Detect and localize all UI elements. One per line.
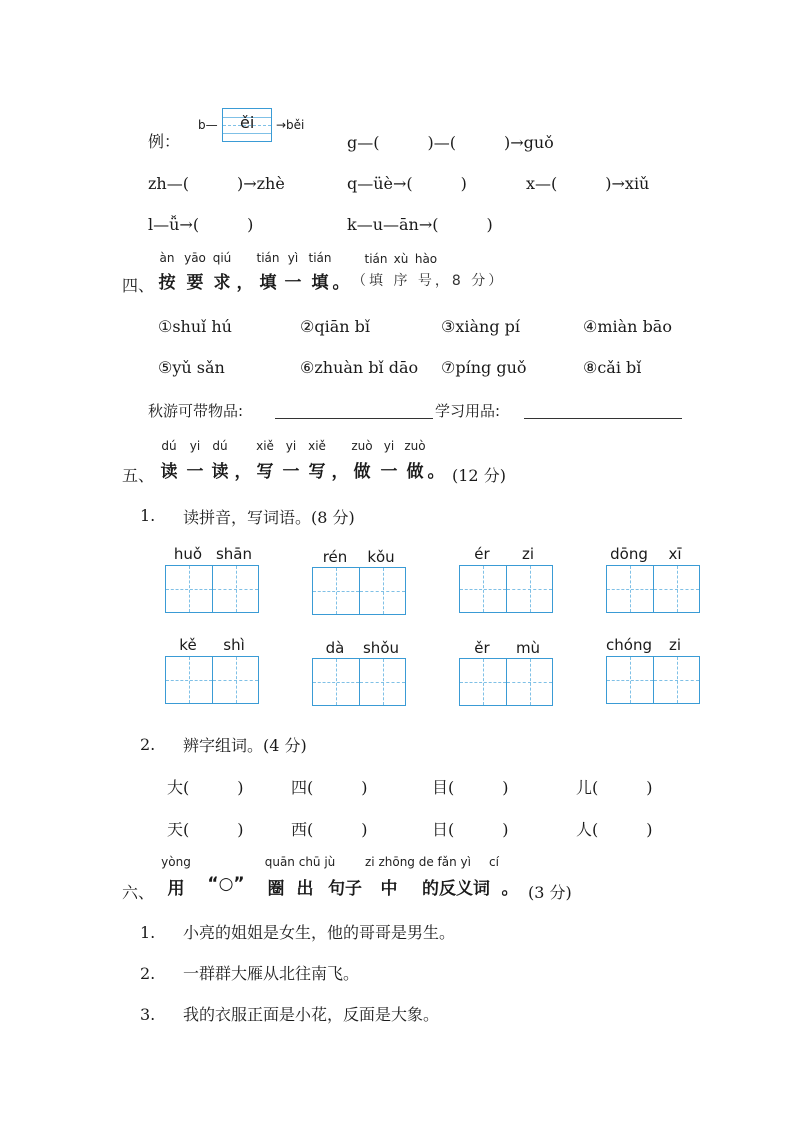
note-pinyin: tián xyxy=(364,252,388,266)
sentence-text[interactable]: 一群群大雁从北往南飞。 xyxy=(183,964,360,983)
spell-q4[interactable]: x—( )→xiǔ xyxy=(526,174,650,193)
spell-q1[interactable]: g—( )—( )→guǒ xyxy=(347,133,554,152)
note-pinyin: hào xyxy=(414,252,438,266)
title-pinyin: yi xyxy=(383,439,395,453)
label-trip-items: 秋游可带物品: xyxy=(148,402,244,420)
title-char: 用 xyxy=(167,879,185,899)
title-pinyin: cí xyxy=(489,855,499,869)
spell-q5[interactable]: l—ǚ→( ) xyxy=(148,215,254,234)
title-pinyin: yì xyxy=(287,251,299,265)
grid-pinyin: xī xyxy=(668,545,682,563)
example-pinyin-box xyxy=(222,108,272,142)
title-char: 按 xyxy=(158,273,176,293)
section-4-note: （填 序 号，8 分） xyxy=(352,273,506,289)
word-pair[interactable]: 大( ) xyxy=(167,778,244,797)
title-char: 的反义词 xyxy=(422,879,490,899)
spell-q6[interactable]: k—u—ān→( ) xyxy=(347,215,493,234)
title-char: 。 xyxy=(501,879,519,899)
title-pinyin: yi xyxy=(285,439,297,453)
option-5: ⑤yǔ sǎn xyxy=(158,358,225,377)
section-6-number: 六、 xyxy=(122,883,155,902)
title-pinyin: yi xyxy=(189,439,201,453)
spell-q2[interactable]: zh—( )→zhè xyxy=(148,174,285,193)
title-char: 中 xyxy=(380,879,398,899)
title-char: 一 xyxy=(380,462,398,482)
grid-pinyin: zi xyxy=(668,636,682,654)
grid-pinyin: zi xyxy=(521,545,535,563)
sentence-text[interactable]: 小亮的姐姐是女生，他的哥哥是男生。 xyxy=(183,923,456,942)
word-pair[interactable]: 天( ) xyxy=(167,820,244,839)
writing-grid[interactable] xyxy=(459,565,553,613)
grid-pinyin: kě xyxy=(179,636,197,654)
title-char: 句子 xyxy=(328,879,362,899)
example-initial: b— xyxy=(198,118,218,132)
title-pinyin: dú xyxy=(212,439,228,453)
title-pinyin: xiě xyxy=(256,439,274,453)
title-pinyin: dú xyxy=(161,439,177,453)
title-char: 圈 xyxy=(267,879,285,899)
option-3: ③xiàng pí xyxy=(441,317,521,336)
title-char: 一 xyxy=(284,273,302,293)
option-1: ①shuǐ hú xyxy=(158,317,232,336)
title-char: ， xyxy=(234,462,252,482)
title-pinyin: zuò xyxy=(351,439,373,453)
word-pair[interactable]: 西( ) xyxy=(291,820,368,839)
label-study-items: 学习用品: xyxy=(435,402,501,420)
writing-grid[interactable] xyxy=(459,658,553,706)
title-pinyin: qiú xyxy=(212,251,232,265)
title-pinyin: zi zhōng de fǎn yì xyxy=(365,855,471,869)
title-pinyin: quān chū jù xyxy=(264,855,336,869)
grid-pinyin: chóng xyxy=(606,636,652,654)
section-4-number: 四、 xyxy=(122,276,155,295)
writing-grid[interactable] xyxy=(165,565,259,613)
answer-line-trip[interactable] xyxy=(275,400,433,419)
writing-grid[interactable] xyxy=(606,656,700,704)
title-char: 做 xyxy=(406,462,424,482)
writing-grid[interactable] xyxy=(606,565,700,613)
q1-number: 1. xyxy=(140,506,156,525)
section-6-score: (3 分) xyxy=(528,883,572,902)
title-pinyin: yòng xyxy=(161,855,191,869)
title-char: “○” xyxy=(207,874,245,894)
grid-pinyin: dōng xyxy=(610,545,648,563)
grid-pinyin: shān xyxy=(215,545,253,563)
title-char: 读 xyxy=(160,462,178,482)
title-char: 求 xyxy=(213,273,231,293)
title-pinyin: zuò xyxy=(404,439,426,453)
spell-q3[interactable]: q—üè→( ) xyxy=(347,174,467,193)
title-char: 一 xyxy=(186,462,204,482)
title-char: 填 xyxy=(259,273,277,293)
grid-pinyin: ér xyxy=(474,545,490,563)
title-pinyin: tián xyxy=(308,251,332,265)
title-char: 做 xyxy=(353,462,371,482)
grid-pinyin: rén xyxy=(322,548,348,566)
q2-number: 2. xyxy=(140,735,156,754)
grid-pinyin: dà xyxy=(325,639,345,657)
title-char: 读 xyxy=(211,462,229,482)
title-pinyin: tián xyxy=(256,251,280,265)
title-pinyin: xiě xyxy=(308,439,326,453)
writing-grid[interactable] xyxy=(165,656,259,704)
title-char: 填 xyxy=(311,273,329,293)
grid-pinyin: shì xyxy=(223,636,245,654)
title-char: ， xyxy=(236,273,254,293)
title-char: 出 xyxy=(296,879,314,899)
grid-pinyin: kǒu xyxy=(367,548,395,566)
word-pair[interactable]: 儿( ) xyxy=(576,778,653,797)
q1-text: 读拼音，写词语。(8 分) xyxy=(183,508,355,527)
grid-pinyin: mù xyxy=(515,639,541,657)
title-char: 要 xyxy=(186,273,204,293)
sentence-number: 2. xyxy=(140,964,156,983)
title-char: ， xyxy=(331,462,349,482)
option-2: ②qiān bǐ xyxy=(300,317,370,336)
grid-pinyin: shǒu xyxy=(362,639,400,657)
sentence-number: 3. xyxy=(140,1005,156,1024)
option-6: ⑥zhuàn bǐ dāo xyxy=(300,358,419,377)
sentence-text[interactable]: 我的衣服正面是小花，反面是大象。 xyxy=(183,1005,440,1024)
example-final: ěi xyxy=(240,113,255,132)
example-result: →běi xyxy=(276,118,305,132)
word-pair[interactable]: 目( ) xyxy=(432,778,509,797)
title-char: 写 xyxy=(256,462,274,482)
title-char: 写 xyxy=(308,462,326,482)
word-pair[interactable]: 人( ) xyxy=(576,820,653,839)
option-4: ④miàn bāo xyxy=(583,317,672,336)
option-7: ⑦píng guǒ xyxy=(441,358,527,377)
q2-text: 辨字组词。(4 分) xyxy=(183,736,307,755)
title-char: 。 xyxy=(332,273,350,293)
writing-grid[interactable] xyxy=(312,567,406,615)
grid-pinyin: huǒ xyxy=(173,545,203,563)
example-label: 例： xyxy=(148,132,181,151)
word-pair[interactable]: 四( ) xyxy=(291,778,368,797)
grid-pinyin: ěr xyxy=(474,639,490,657)
section-5-score: (12 分) xyxy=(452,466,506,485)
option-8: ⑧cǎi bǐ xyxy=(583,358,642,377)
note-pinyin: xù xyxy=(393,252,409,266)
title-char: 。 xyxy=(427,462,445,482)
title-pinyin: yāo xyxy=(184,251,206,265)
answer-line-study[interactable] xyxy=(524,400,682,419)
writing-grid[interactable] xyxy=(312,658,406,706)
section-5-number: 五、 xyxy=(122,466,155,485)
word-pair[interactable]: 日( ) xyxy=(432,820,509,839)
title-pinyin: àn xyxy=(159,251,175,265)
sentence-number: 1. xyxy=(140,923,156,942)
title-char: 一 xyxy=(282,462,300,482)
